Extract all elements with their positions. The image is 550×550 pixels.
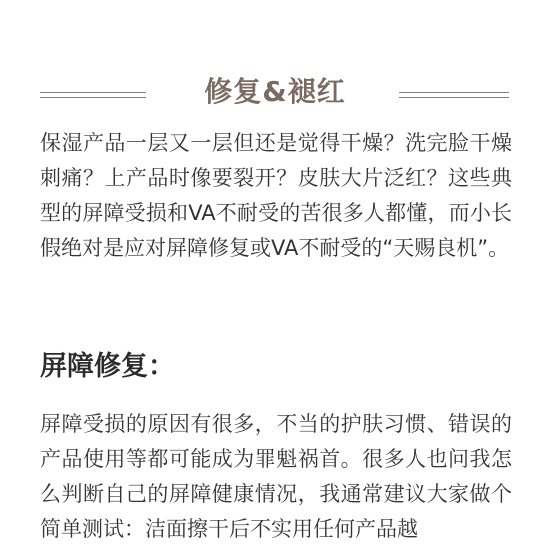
barrier-repair-paragraph: 屏障受损的原因有很多，不当的护肤习惯、错误的产品使用等都可能成为罪魁祸首。很多人也问我怎么判断自己的屏障健康情况，我通常建议大家做个简单测试：洁面擦干后不实用任何产品越 (40, 412, 512, 541)
section-header (0, 70, 550, 116)
section-title: 修复&褪红 (204, 75, 346, 108)
intro-paragraph: 保湿产品一层又一层但还是觉得干燥？洗完脸干燥刺痛？上产品时像要裂开？皮肤大片泛红？这些典型的屏障受损和VA不耐受的苦很多人都懂，而小长假绝对是应对屏障修复或VA不耐受的“天赐良机”。 (40, 131, 512, 260)
header-divider-right (399, 92, 509, 93)
barrier-repair-heading: 屏障修复： (40, 351, 175, 382)
